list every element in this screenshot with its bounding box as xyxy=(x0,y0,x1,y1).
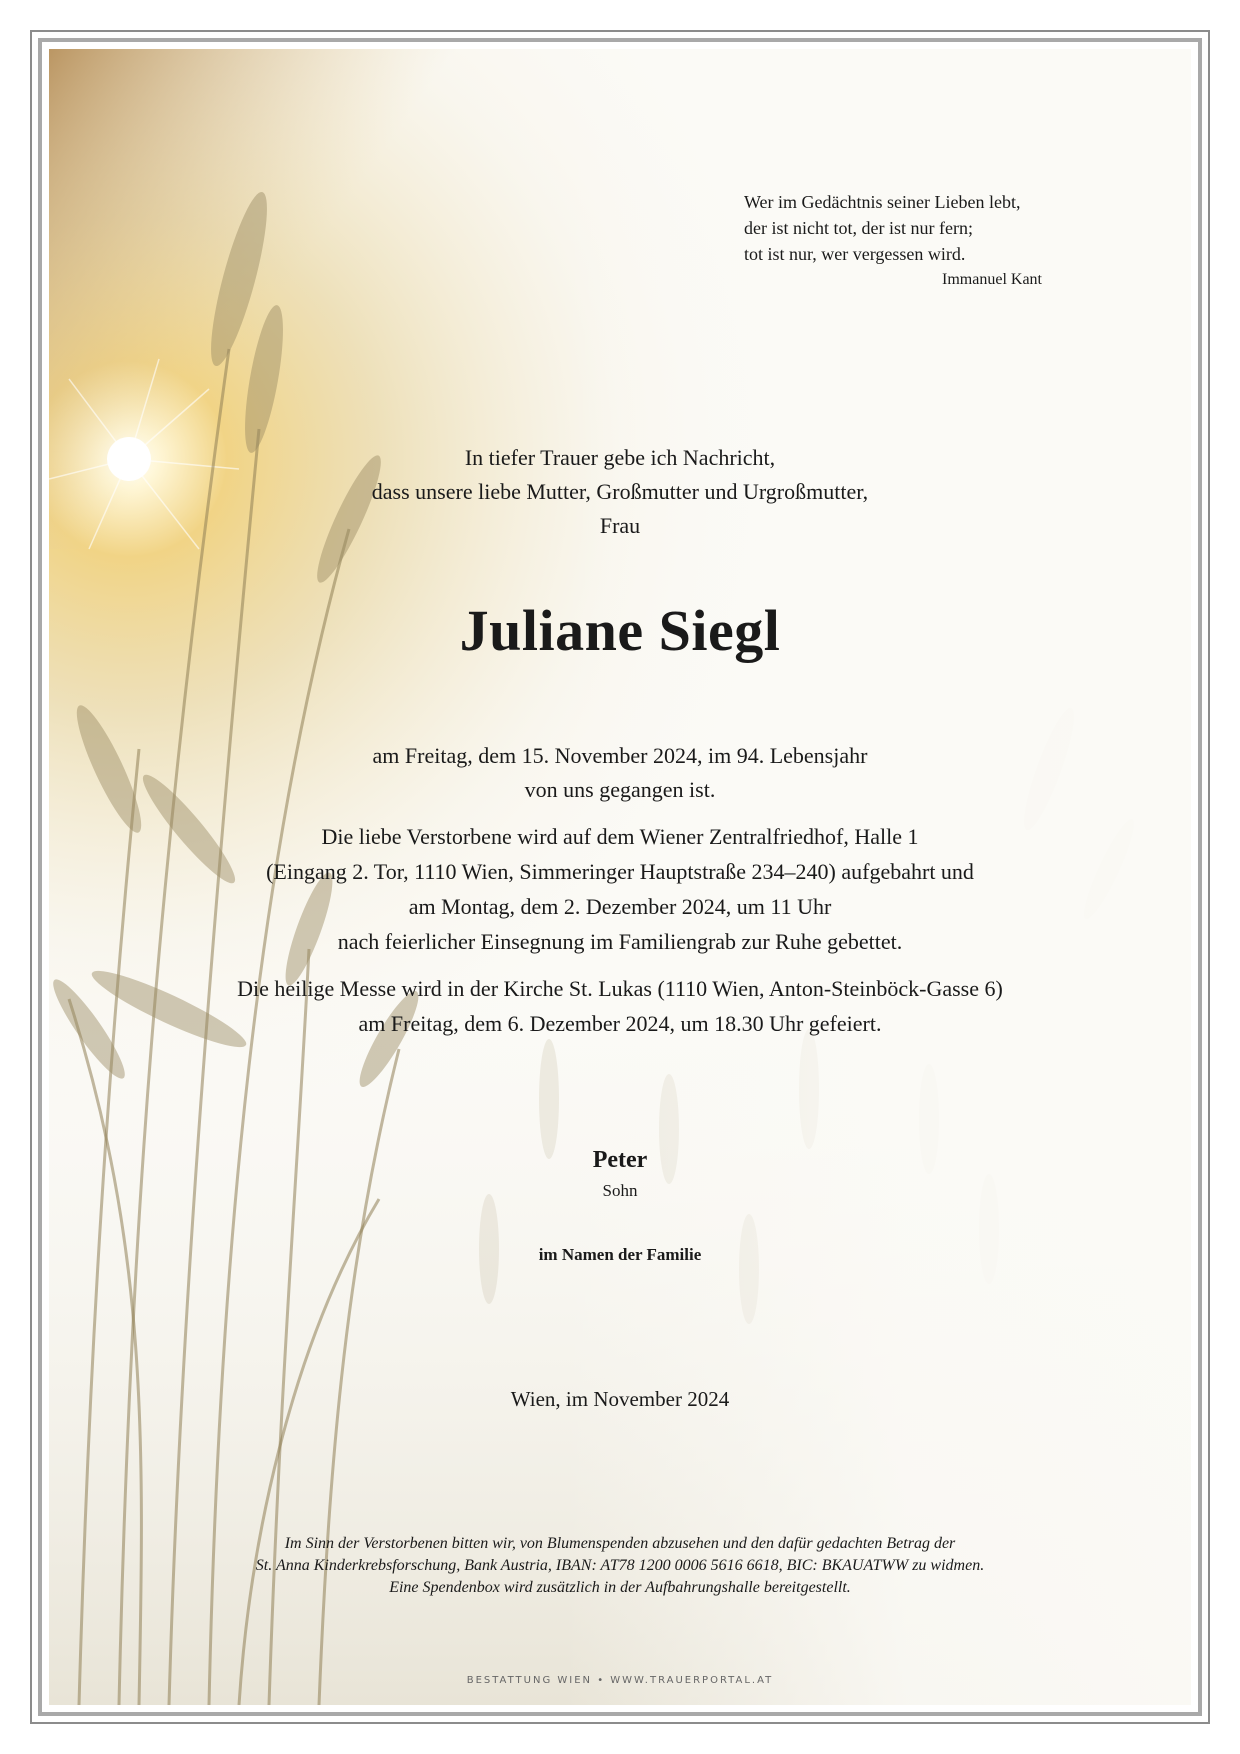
quote-line: Wer im Gedächtnis seiner Lieben lebt, xyxy=(744,192,1021,212)
footer-imprint: BESTATTUNG WIEN • WWW.TRAUERPORTAL.AT xyxy=(466,1675,774,1686)
mass-line: am Freitag, dem 6. Dezember 2024, um 18.30 Uhr gefeiert. xyxy=(358,1011,882,1036)
quote-author: Immanuel Kant xyxy=(942,271,1042,288)
funeral-line: am Montag, dem 2. Dezember 2024, um 11 Uhr xyxy=(408,894,832,919)
intro-text xyxy=(49,441,1191,543)
intro-line: Frau xyxy=(599,513,641,538)
donation-note xyxy=(49,1533,1191,1599)
place-date: Wien, im November 2024 xyxy=(510,1387,730,1411)
funeral-details xyxy=(49,819,1191,959)
signer-name: Peter xyxy=(592,1147,648,1173)
family-note: im Namen der Familie xyxy=(538,1245,702,1264)
death-notice-line: von uns gegangen ist. xyxy=(524,777,716,802)
funeral-line: (Eingang 2. Tor, 1110 Wien, Simmeringer Hauptstraße 234–240) aufgebahrt und xyxy=(266,859,974,884)
funeral-line: nach feierlicher Einsegnung im Familiengrab zur Ruhe gebettet. xyxy=(337,929,903,954)
donation-line: St. Anna Kinderkrebsforschung, Bank Austria, IBAN: AT78 1200 0006 5616 6618, BIC: BKAUATWW zu widmen. xyxy=(255,1557,985,1574)
kant-quote xyxy=(744,189,1064,293)
funeral-line: Die liebe Verstorbene wird auf dem Wiener Zentralfriedhof, Halle 1 xyxy=(321,824,919,849)
quote-line: tot ist nur, wer vergessen wird. xyxy=(744,244,966,264)
donation-line: Eine Spendenbox wird zusätzlich in der Aufbahrungshalle bereitgestellt. xyxy=(389,1579,851,1596)
notice-canvas xyxy=(49,49,1191,1705)
intro-line: dass unsere liebe Mutter, Großmutter und Urgroßmutter, xyxy=(371,479,869,504)
quote-line: der ist nicht tot, der ist nur fern; xyxy=(744,218,973,238)
intro-line: In tiefer Trauer gebe ich Nachricht, xyxy=(464,445,776,470)
mass-details xyxy=(49,971,1191,1041)
mass-line: Die heilige Messe wird in der Kirche St. Lukas (1110 Wien, Anton-Steinböck-Gasse 6) xyxy=(237,976,1003,1001)
deceased-name: Juliane Siegl xyxy=(459,598,781,663)
signer-relation: Sohn xyxy=(602,1181,638,1200)
donation-line: Im Sinn der Verstorbenen bitten wir, von Blumenspenden abzusehen und den dafür gedachten Betrag der xyxy=(284,1535,956,1552)
death-notice-line: am Freitag, dem 15. November 2024, im 94. Lebensjahr xyxy=(372,743,868,768)
death-notice xyxy=(49,739,1191,807)
